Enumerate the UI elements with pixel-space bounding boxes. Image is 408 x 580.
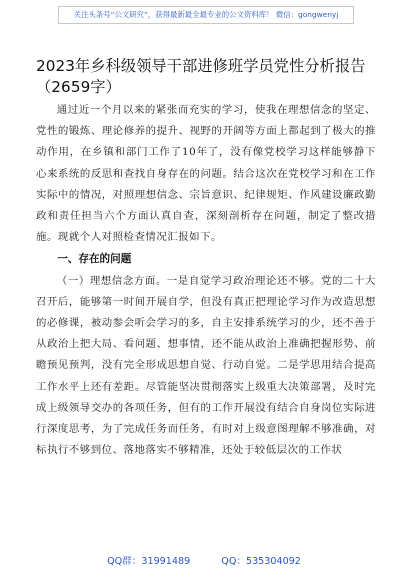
footer-qq-number: QQ：535304092 bbox=[221, 556, 301, 567]
section-heading: 一、存在的问题 bbox=[57, 253, 132, 266]
header-banner: 关注头条号“公文研究”，获得最新最全最专业的公文资料库！ 微信：gongwenyj bbox=[58, 6, 354, 24]
intro-paragraph: 通过近一个月以来的紧张而充实的学习，使我在理想信念的坚定、党性的锻炼、理论修养的提升、视野的开阔等方面上都起到了极大的推动作用，在乡镇和部门工作了10年了，没有像党校学习这样能够静下心来系统的反思和查找自身存在的问题。结合这次在党校学习和在工作实际中的情况，对照理想信念、宗旨意识、纪律规矩、作风建设廉政勤政和责任担当六个方面认真自查，深刻剖析存在问题，制定了整改措施。现就个人对照检查情况汇报如下。 bbox=[36, 104, 376, 244]
footer-qq-group: QQ群：31991489 bbox=[107, 556, 191, 567]
document-body bbox=[36, 100, 376, 461]
footer-contact bbox=[0, 553, 408, 567]
section-paragraph: （一）理想信念方面。一是自觉学习政治理论还不够。党的二十大召开后，能够第一时间开展自学，但没有真正把理论学习作为改造思想的必修课，被动参会听会学习的多，自主安排系统学习的少，还不善于从政治上把大局、看问题、想事情，还不能从政治上准确把握形势、前瞻预见预判，没有完全形成思想自觉、行动自觉。二是学思用结合提高工作水平上还有差距。尽管能坚决贯彻落实上级重大决策部署，及时完成上级领导交办的各项任务，但有的工作开展没有结合自身岗位实际进行深度思考，为了完成任务而任务，有时对上级意图理解不够准确，对标执行不够到位、落地落实不够精准，还处于较低层次的工作状 bbox=[36, 274, 376, 457]
document-title: 2023年乡科级领导干部进修班学员党性分析报告（2659字） bbox=[36, 57, 366, 96]
